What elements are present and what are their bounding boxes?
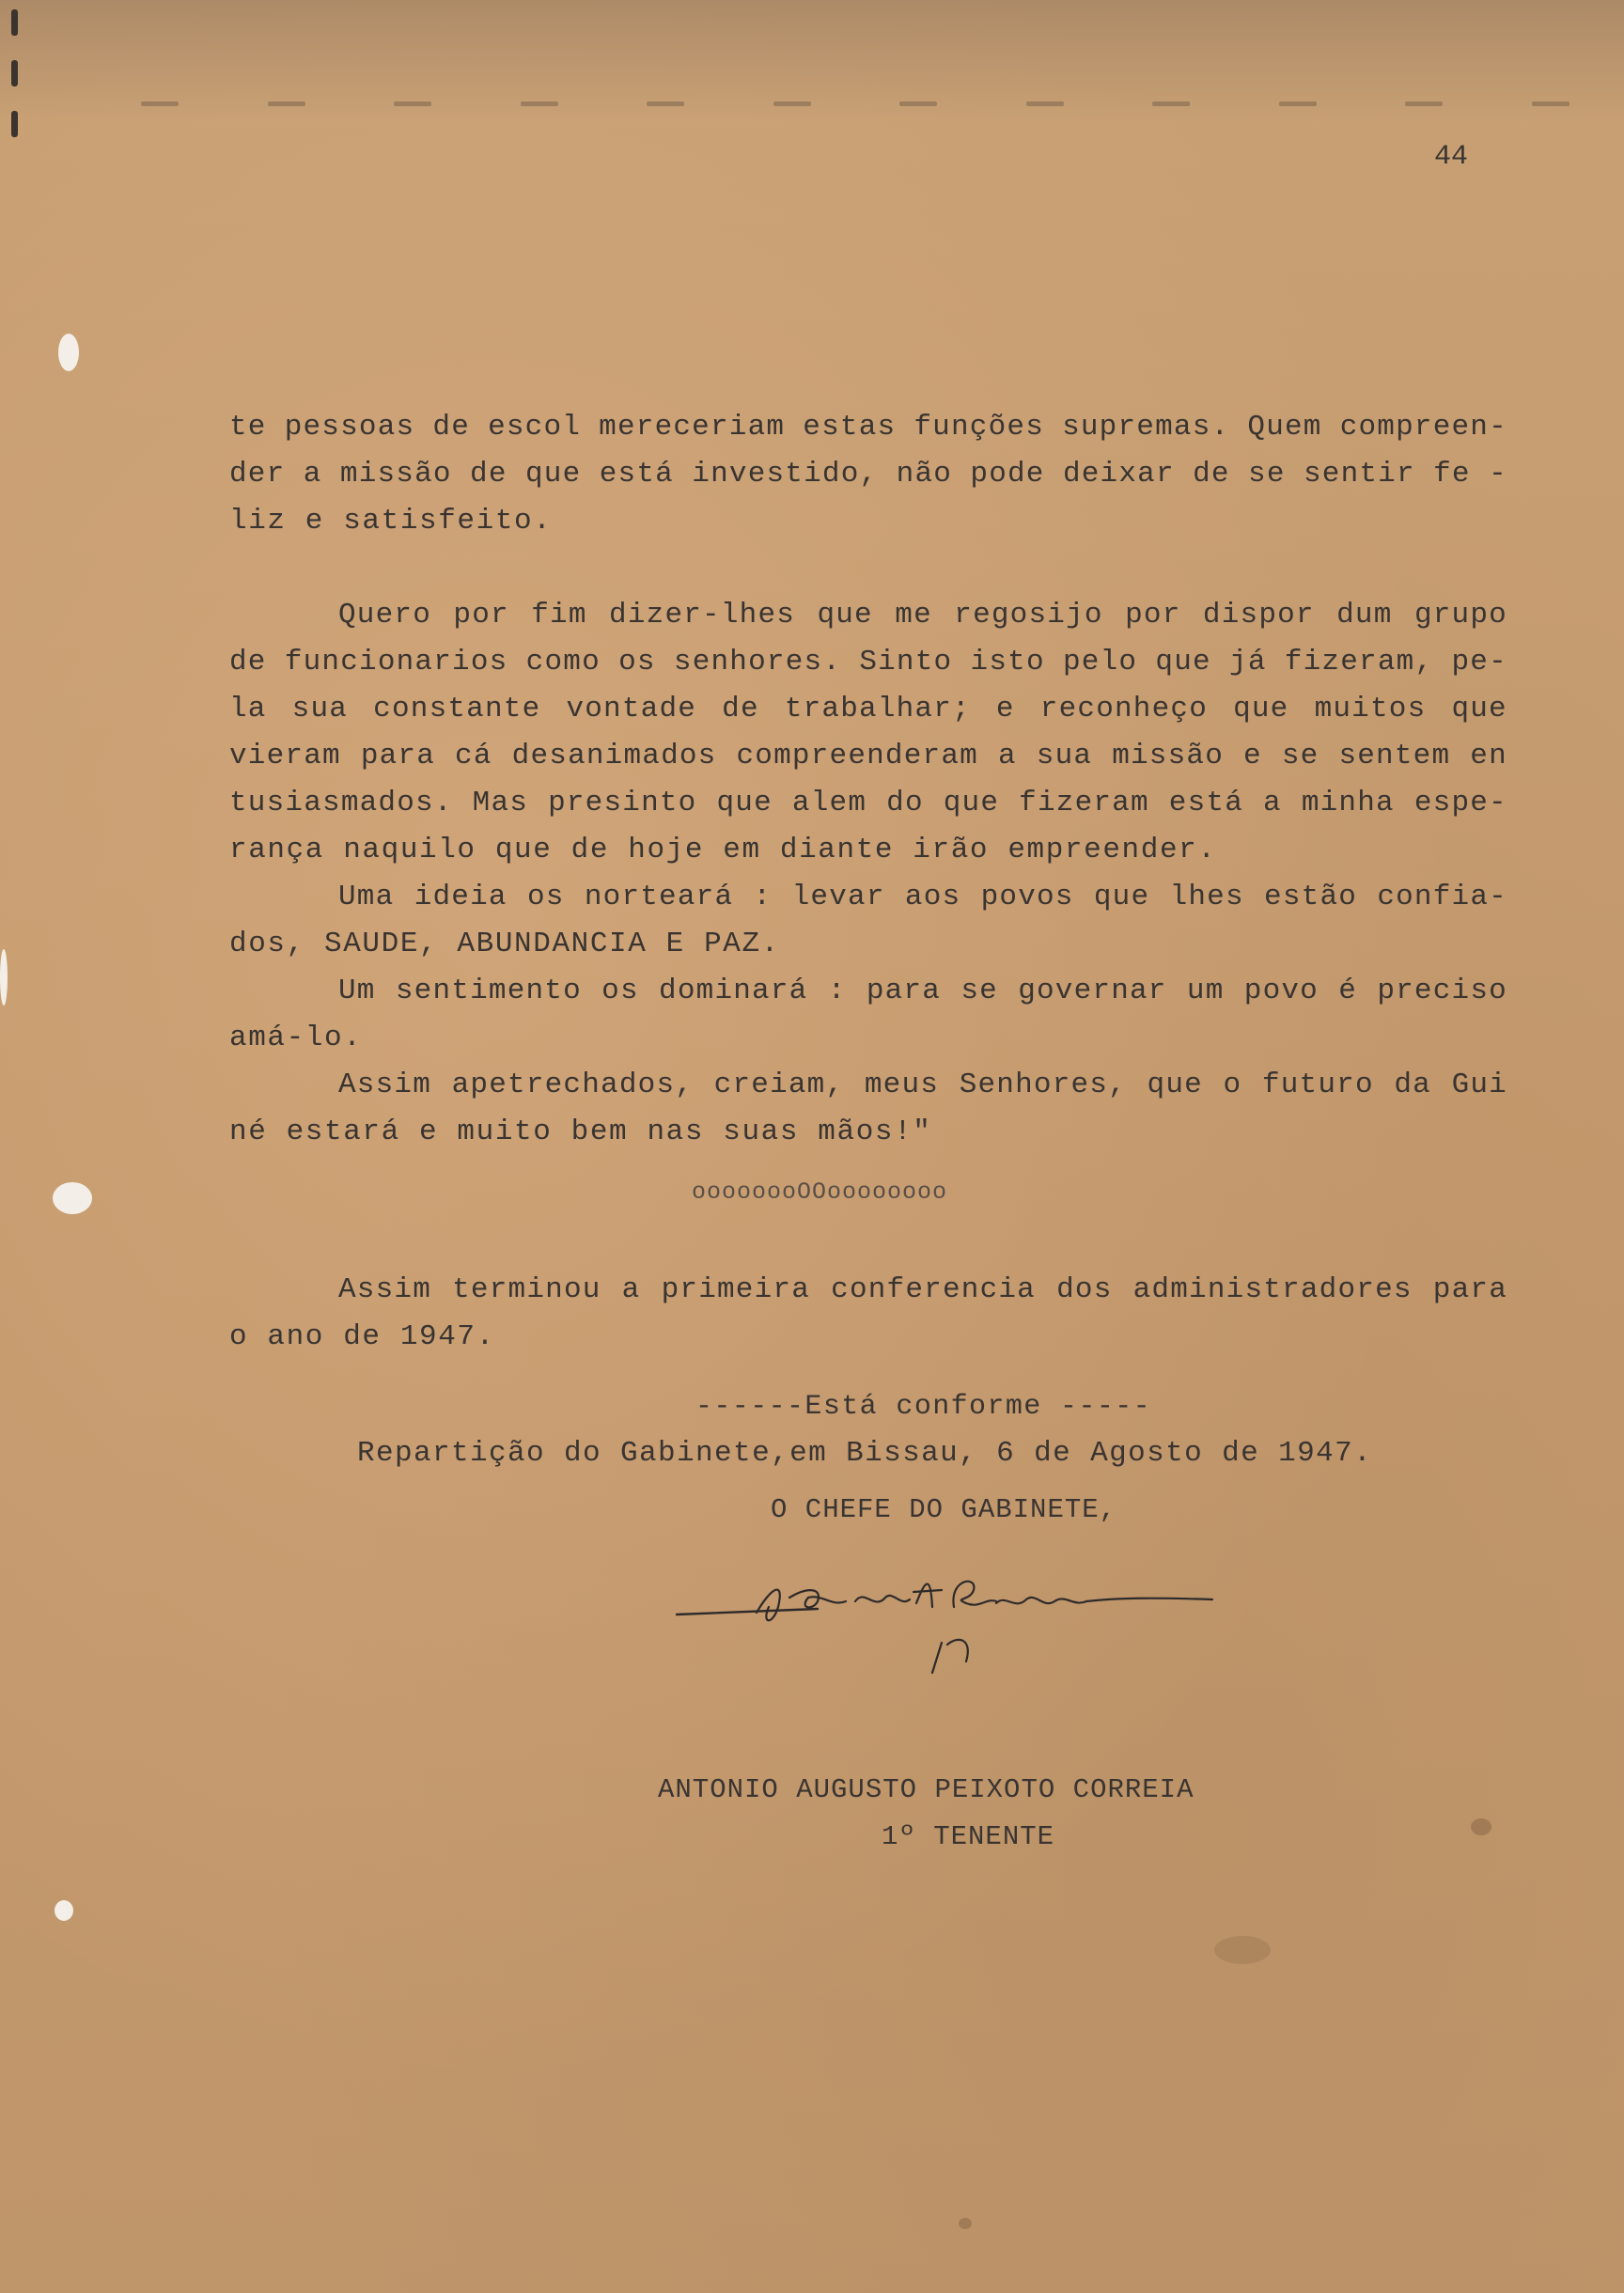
text-line: de funcionarios como os senhores. Sinto isto pelo que já fizeram, pe-	[229, 646, 1507, 679]
page-number: 44	[1433, 141, 1468, 173]
text-line: Quero por fim dizer-lhes que me regosijo por dispor dum grupo	[338, 599, 1507, 632]
stain	[959, 2218, 972, 2229]
text-line: liz e satisfeito.	[229, 505, 553, 538]
text-line: né estará e muito bem nas suas mãos!"	[229, 1115, 932, 1148]
text-line: dos, SAUDE, ABUNDANCIA E PAZ.	[229, 928, 780, 960]
text-line: Assim terminou a primeira conferencia dos administradores para	[338, 1273, 1507, 1306]
text-line: Assim apetrechados, creiam, meus Senhores, que o futuro da Gui	[338, 1069, 1507, 1101]
signatory-rank: 1º TENENTE	[882, 1821, 1055, 1852]
closing-paragraph	[229, 1267, 1507, 1361]
text-line: tusiasmados. Mas presinto que alem do que fizeram está a minha espe-	[229, 787, 1507, 819]
letter-body	[229, 404, 1507, 1156]
text-line: der a missão de que está investido, não pode deixar de se sentir fe -	[229, 458, 1507, 491]
paper-hole	[0, 949, 8, 1006]
text-line: amá-lo.	[229, 1022, 363, 1054]
paper-hole	[58, 334, 79, 371]
text-line: la sua constante vontade de trabalhar; e reconheço que muitos que	[229, 693, 1507, 725]
place-date-line: Repartição do Gabinete,em Bissau, 6 de Agosto de 1947.	[357, 1437, 1373, 1470]
stain	[1471, 1818, 1491, 1835]
text-line: Um sentimento os dominará : para se governar um povo é preciso	[338, 975, 1507, 1007]
binding-staples	[11, 9, 19, 150]
chief-title: O CHEFE DO GABINETE,	[771, 1494, 1117, 1525]
ribbon-marks	[141, 101, 1569, 109]
paper-hole	[53, 1182, 92, 1214]
text-line: vieram para cá desanimados compreenderam a sua missão e se sentem en	[229, 740, 1507, 772]
stain	[1214, 1936, 1271, 1964]
paper-hole	[55, 1900, 73, 1921]
conformity-line: ------Está conforme -----	[695, 1391, 1152, 1423]
text-line: Uma ideia os norteará : levar aos povos que lhes estão confia-	[338, 881, 1507, 913]
section-separator: oooooooOOoooooooo	[692, 1178, 948, 1206]
text-line: te pessoas de escol mereceriam estas funções supremas. Quem compreen-	[229, 411, 1507, 444]
handwritten-signature	[667, 1569, 1231, 1692]
signatory-name: ANTONIO AUGUSTO PEIXOTO CORREIA	[658, 1774, 1195, 1805]
text-line: o ano de 1947.	[229, 1320, 495, 1353]
text-line: rança naquilo que de hoje em diante irão empreender.	[229, 834, 1217, 866]
